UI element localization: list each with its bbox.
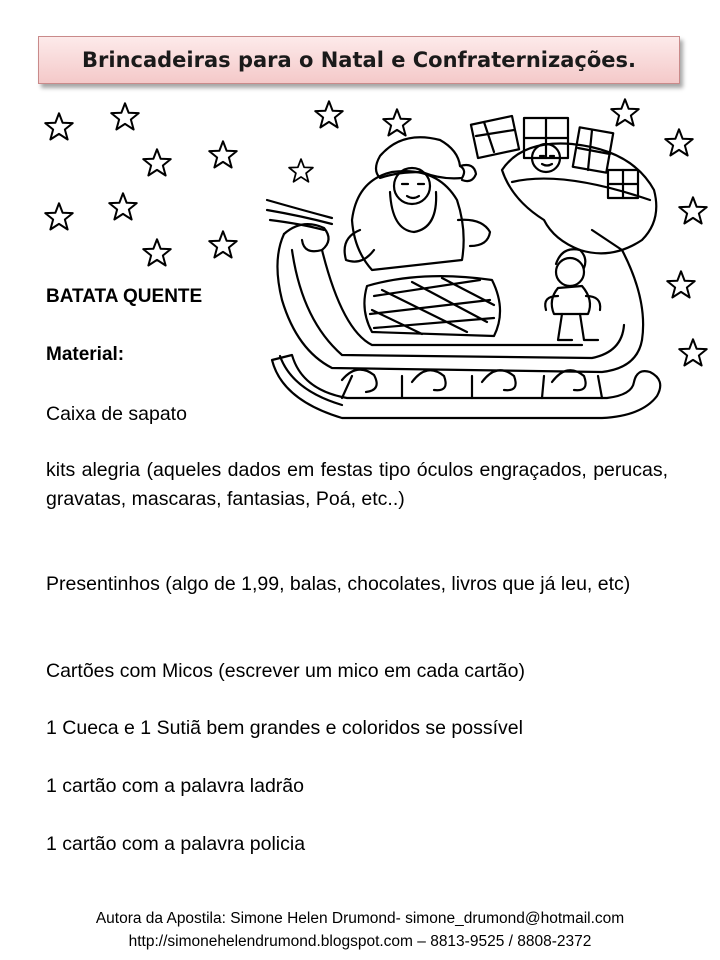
list-item: Cartões com Micos (escrever um mico em cada cartão) [46,660,525,682]
game-title: BATATA QUENTE [46,286,203,307]
footer-contact: http://simonehelendrumond.blogspot.com – 8813-9525 / 8808-2372 [128,933,592,950]
star-icon [44,112,74,142]
page-title: Brincadeiras para o Natal e Confraternizações. [82,48,636,72]
star-icon [142,238,172,268]
star-icon [678,196,708,226]
star-icon [678,338,708,368]
star-icon [208,140,238,170]
santa-sleigh-illustration [262,100,672,430]
star-icon [44,202,74,232]
title-banner [38,36,680,84]
star-icon [142,148,172,178]
footer-author: Autora da Apostila: Simone Helen Drumond- simone_drumond@hotmail.com [95,910,625,927]
list-item: Presentinhos (algo de 1,99, balas, chocolates, livros que já leu, etc) [46,573,631,595]
material-label: Material: [46,344,125,365]
star-icon [108,192,138,222]
star-icon [208,230,238,260]
list-item: Caixa de sapato [46,403,187,425]
star-icon [110,102,140,132]
list-item: 1 cartão com a palavra ladrão [46,775,304,797]
list-item: 1 Cueca e 1 Sutiã bem grandes e coloridos se possível [46,717,523,739]
list-item: 1 cartão com a palavra policia [46,833,306,855]
list-item: kits alegria (aqueles dados em festas tipo óculos engraçados, perucas, gravatas, mascaras, fantasias, Poá, etc..) [46,459,668,510]
